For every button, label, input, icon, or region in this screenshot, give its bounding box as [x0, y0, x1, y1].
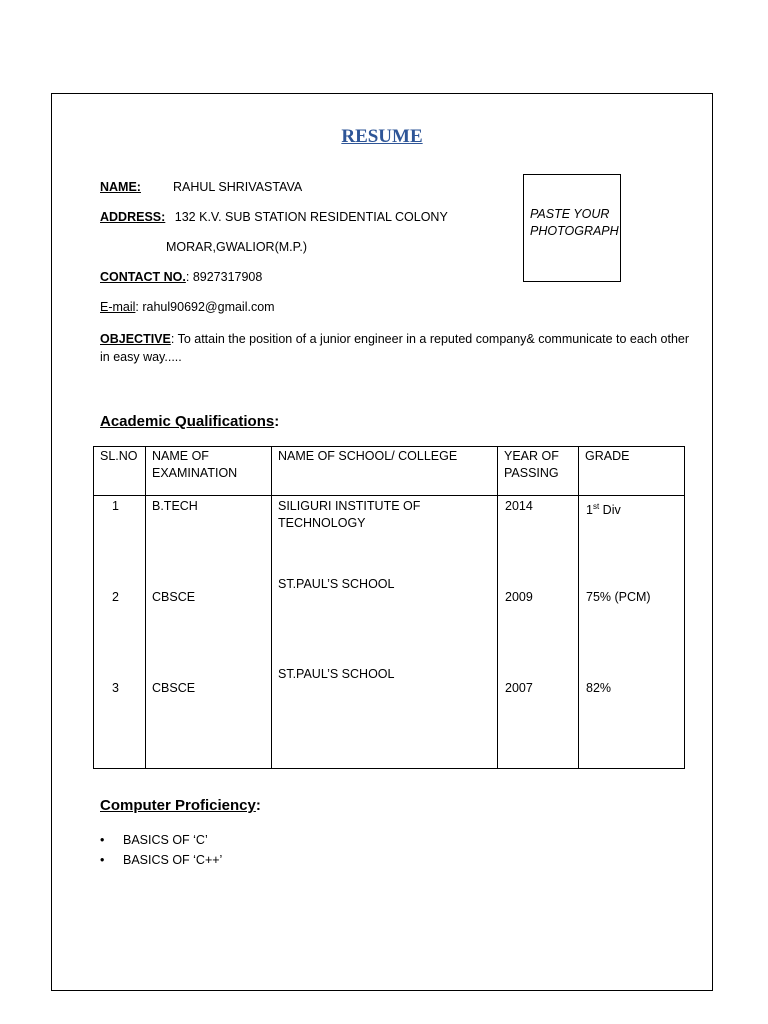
objective-text: : To attain the position of a junior engineer in a reputed company& communicate to each other in easy way.....	[100, 332, 690, 364]
row3-school: ST.PAUL’S SCHOOL	[278, 667, 395, 681]
academic-table	[93, 446, 685, 769]
name-label: NAME:	[100, 180, 141, 194]
academic-heading-colon: :	[274, 413, 280, 430]
objective-label: OBJECTIVE	[100, 332, 171, 346]
row2-year: 2009	[505, 590, 533, 604]
row3-year: 2007	[505, 681, 533, 695]
objective-paragraph	[100, 330, 690, 366]
academic-heading-text: Academic Qualifications	[100, 413, 275, 430]
contact-row	[100, 270, 262, 284]
address-row	[100, 210, 448, 224]
row3-exam: CBSCE	[152, 681, 196, 695]
address-line2: MORAR,GWALIOR(M.P.)	[166, 240, 307, 254]
computer-heading-text: Computer Proficiency	[100, 797, 256, 814]
photo-line2: PHOTOGRAPH	[530, 224, 619, 238]
table-body-row	[94, 496, 685, 769]
slno-column	[94, 496, 146, 769]
grade-column	[579, 496, 685, 769]
header-cell-slno: SL.NO	[94, 447, 146, 496]
year-column	[498, 496, 579, 769]
row1-year: 2014	[505, 499, 533, 513]
email-label: E-mail	[100, 300, 136, 314]
row1-school-line2: TECHNOLOGY	[278, 516, 366, 530]
computer-skills-list	[100, 830, 222, 870]
row1-exam: B.TECH	[152, 499, 198, 513]
table-header-row	[94, 447, 685, 496]
exam-column	[146, 496, 272, 769]
address-label: ADDRESS:	[100, 210, 166, 224]
row2-exam: CBSCE	[152, 590, 196, 604]
row3-slno: 3	[112, 681, 119, 695]
academic-heading	[100, 413, 279, 430]
row2-slno: 2	[112, 590, 119, 604]
row1-school-line1: SILIGURI INSTITUTE OF	[278, 499, 421, 513]
name-value: RAHUL SHRIVASTAVA	[173, 180, 303, 194]
computer-heading-colon: :	[255, 797, 261, 814]
row3-grade: 82%	[586, 681, 612, 695]
photo-placeholder	[523, 174, 621, 282]
contact-value: : 8927317908	[185, 270, 263, 284]
header-cell-exam: NAME OF EXAMINATION	[146, 447, 272, 496]
photo-line1: PASTE YOUR	[530, 207, 610, 221]
name-row	[100, 180, 141, 194]
row2-grade: 75% (PCM)	[586, 590, 651, 604]
row2-school: ST.PAUL’S SCHOOL	[278, 577, 395, 591]
list-item: • BASICS OF ‘C’	[100, 830, 222, 850]
contact-label: CONTACT NO.	[100, 270, 186, 284]
row1-grade: 1st Div	[586, 502, 621, 518]
row1-slno: 1	[112, 499, 119, 513]
computer-heading	[100, 797, 261, 814]
resume-title: RESUME	[341, 126, 423, 147]
school-column	[272, 496, 498, 769]
email-row	[100, 300, 275, 314]
list-item: • BASICS OF ‘C++’	[100, 850, 222, 870]
header-cell-year: YEAR OF PASSING	[498, 447, 579, 496]
email-value: : rahul90692@gmail.com	[135, 300, 275, 314]
header-cell-grade: GRADE	[579, 447, 685, 496]
header-cell-school: NAME OF SCHOOL/ COLLEGE	[272, 447, 498, 496]
address-line1: 132 K.V. SUB STATION RESIDENTIAL COLONY	[174, 210, 448, 224]
